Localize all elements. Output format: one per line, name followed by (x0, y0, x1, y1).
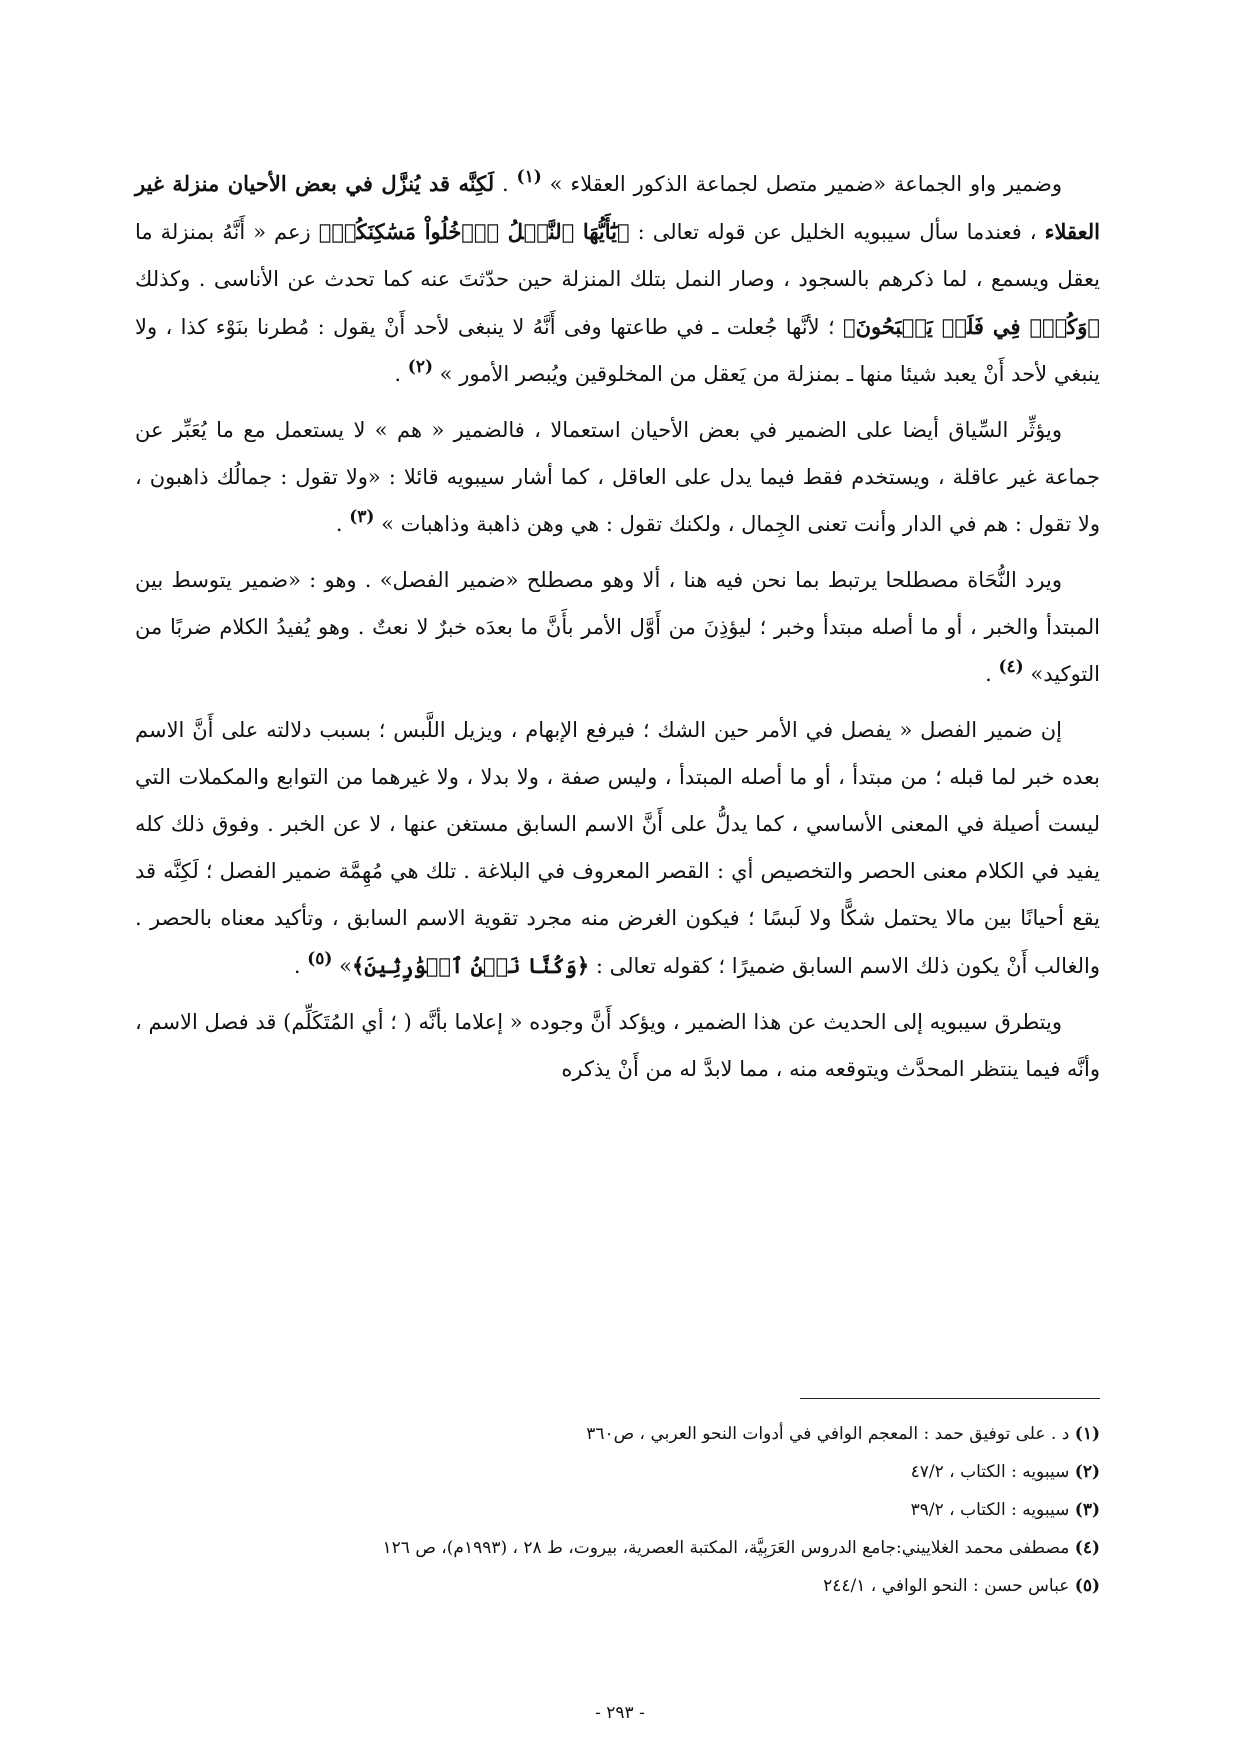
paragraph-5 (135, 999, 1100, 1093)
footnote-separator (800, 1398, 1100, 1399)
body-text: إن ضمير الفصل « يفصل في الأمر حين الشك ؛ فيرفع الإبهام ، ويزيل اللَّبس ؛ بسبب دلالته على أَنَّ الاسم بعده خبر لما قبله ؛ من مبتدأ ، أو ما أصله المبتدأ ، وليس صفة ، ولا بدلا ، ولا غيرهما من التوابع والمكملات التي ليست أصيلة في المعنى الأساسي ، كما يدلُّ على أَنَّ الاسم السابق مستغن عنها ، لا عن الخبر . وفوق ذلك كله يفيد في الكلام معنى الحصر والتخصيص أي : القصر المعروف في البلاغة . تلك هي مُهِمَّة ضمير الفصل ؛ لَكِنَّه قد يقع أحيانًا بين مالا يحتمل شكًّا ولا لَبسًا ؛ فيكون الغرض منه مجرد تقوية الاسم السابق ، وتأكيد معناه بالحصر . والغالب أَنْ يكون ذلك الاسم السابق ضميرًا ؛ كقوله تعالى : (135, 718, 1100, 978)
footnote-reference: (٣) (349, 507, 375, 527)
footnote-number: (٣) (1074, 1500, 1100, 1520)
footnote-text: د . على توفيق حمد : المعجم الوافي في أدوات النحو العربي ، ص٣٦٠ (586, 1424, 1070, 1444)
body-text: . (985, 662, 999, 686)
body-text: . (394, 362, 408, 386)
body-text: . (293, 954, 308, 978)
body-text: ويتطرق سيبويه إلى الحديث عن هذا الضمير ، ويؤكد أَنَّ وجوده « إعلاما بأنَّه ( ؛ أي المُتَكَلِّم) قد فصل الاسم ، وأنَّه فيما ينتظر المحدَّث ويتوقعه منه ، مما لابدَّ له من أَنْ يذكره (135, 1010, 1100, 1081)
paragraph-1 (135, 160, 1100, 398)
footnotes (135, 1415, 1100, 1605)
body-text: ويؤثِّر السِّياق أيضا على الضمير في بعض الأحيان استعمالا ، فالضمير « هم » لا يستعمل مع ما يُعَبِّر عن جماعة غير عاقلة ، ويستخدم فقط فيما يدل على العاقل ، كما أشار سيبويه قائلا : «ولا تقول : جمالُك ذاهبون ، ولا تقول : هم في الدار وأنت تعنى الجِمال ، ولكنك تقول : هي وهن ذاهبة وذاهبات » (135, 418, 1100, 536)
footnote-text: سيبويه : الكتاب ، ٤٧/٢ (910, 1462, 1070, 1482)
body-text: . (494, 172, 517, 196)
footnote-5 (135, 1567, 1100, 1605)
body-text: وضمير واو الجماعة «ضمير متصل لجماعة الذكور العقلاء » (541, 172, 1062, 196)
footnote-text: مصطفى محمد الغلاييني:جامع الدروس العَرَبِيَّة، المكتبة العصرية، بيروت، ط ٢٨ ، (١٩٩٣م)، ص ١٢٦ (382, 1538, 1070, 1558)
footnote-3 (135, 1491, 1100, 1529)
paragraph-2 (135, 407, 1100, 548)
footnote-4 (135, 1529, 1100, 1567)
page-number: - ٢٩٣ - (595, 1703, 645, 1723)
body-text: ، فعندما سأل سيبويه الخليل عن قوله تعالى : (629, 220, 1045, 244)
footnote-number: (٢) (1074, 1462, 1100, 1482)
footnote-text: عباس حسن : النحو الوافي ، ٢٤٤/١ (823, 1576, 1070, 1596)
body-text: ؛ لأنَّها جُعلت ـ في طاعتها وفى أَنَّهُ لا ينبغى لأحد أَنْ يقول : مُطرنا بنَوْء كذا ، ولا ينبغي لأحد أَنْ يعبد شيئا منها ـ بمنزلة من يَعقل من المخلوقين ويُبصر الأمور » (135, 315, 1100, 386)
footnote-number: (٥) (1074, 1576, 1100, 1596)
body-text: . (335, 512, 350, 536)
body-text: زعم « أَنَّهُ بمنزلة ما يعقل ويسمع ، لما ذكرهم بالسجود ، وصار النمل بتلك المنزلة حين حدّثتَ عنه كما تحدث عن الأناسى . وكذلك (135, 220, 1100, 291)
body-text: ويرد النُّحَاة مصطلحا يرتبط بما نحن فيه هنا ، ألا وهو مصطلح «ضمير الفصل» . وهو : «ضمير يتوسط بين المبتدأ والخبر ، أو ما أصله مبتدأ وخبر ؛ ليؤذِنَ من أَوَّل الأمر بأَنَّ ما بعدَه خبرٌ لا نعتٌ . وهو يُفيدُ الكلام ضربًا من التوكيد» (135, 568, 1100, 686)
footnote-text: سيبويه : الكتاب ، ٣٩/٢ (910, 1500, 1070, 1520)
main-text (135, 160, 1100, 1102)
quran-verse: ﴿وَكُنَّا نَحۡنُ ٱلۡوَٰرِثِينَ﴾ (351, 953, 590, 978)
body-text: » (332, 954, 352, 978)
footnote-reference: (٢) (407, 357, 433, 377)
paragraph-3 (135, 557, 1100, 698)
footnote-number: (١) (1074, 1424, 1100, 1444)
quran-verse: ﴿يَٰٓأَيُّهَا ٱلنَّمۡلُ ٱدۡخُلُواْ مَسَٰكِنَكُمۡ﴾ (318, 219, 630, 244)
footnote-reference: (٥) (307, 949, 333, 969)
paragraph-4 (135, 707, 1100, 990)
quran-verse: ﴿وَكُلّٞ فِي فَلَكٖ يَسۡبَحُونَ﴾ (842, 314, 1100, 339)
footnote-number: (٤) (1074, 1538, 1100, 1558)
footnote-reference: (٤) (998, 657, 1024, 677)
footnote-2 (135, 1453, 1100, 1491)
footnote-reference: (١) (516, 167, 542, 187)
footnote-1 (135, 1415, 1100, 1453)
emphasized-text: لَكِنَّه قد يُنزَّل في بعض الأحيان منزلة غير العقلاء (135, 171, 1100, 244)
